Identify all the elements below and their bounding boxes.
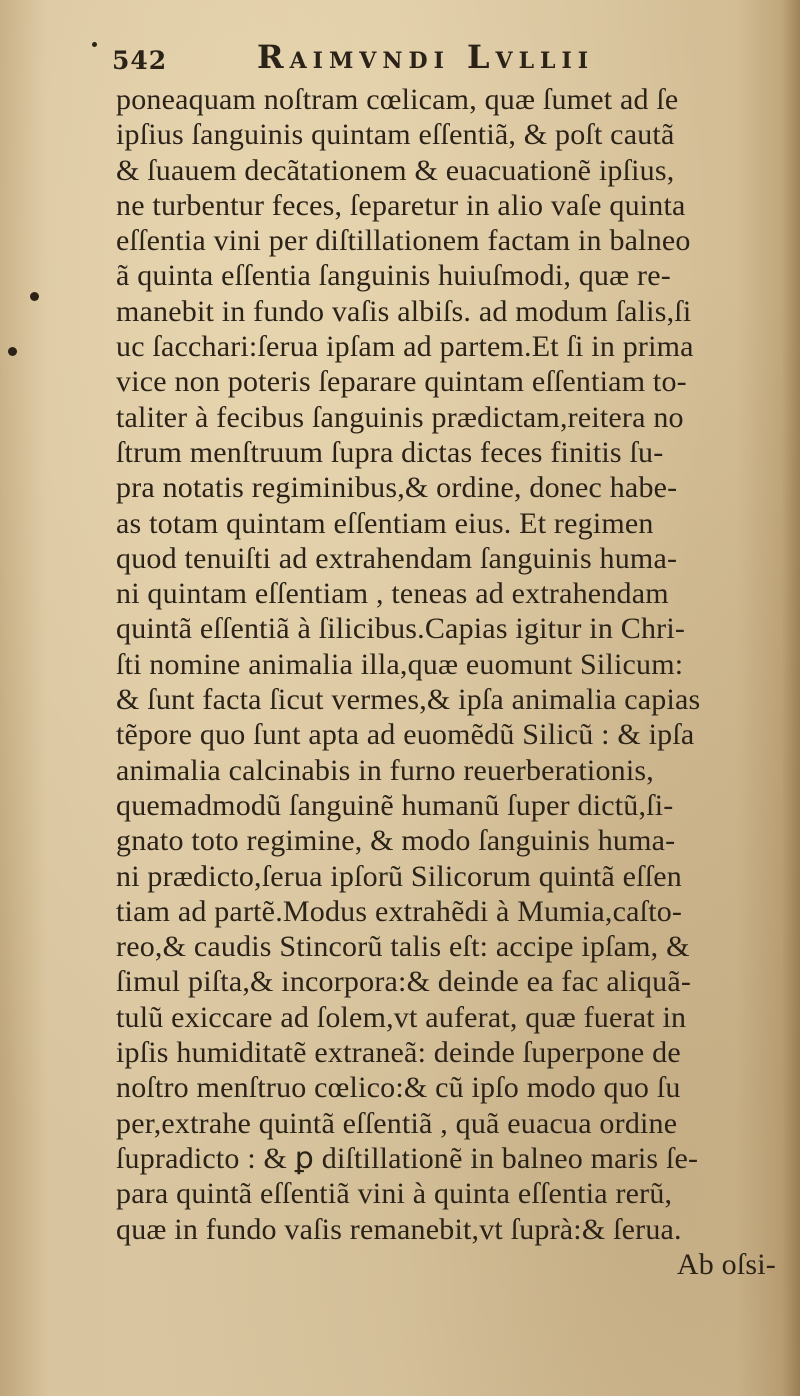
running-head [112, 38, 672, 84]
text-line: ipſius ſanguinis quintam eſſentiã, & poſt cautã [116, 118, 675, 152]
text-line: per,extrahe quintã eſſentiã , quã euacua ordine [116, 1106, 678, 1140]
ink-spot [8, 347, 17, 356]
text-line: quemadmodũ ſanguinẽ humanũ ſuper dictũ,ſi- [116, 788, 674, 822]
text-line: uc ſacchari:ſerua ipſam ad partem.Et ſi in prima [116, 330, 694, 364]
text-line: ni quintam eſſentiam , teneas ad extrahendam [116, 577, 669, 611]
text-line: quod tenuiſti ad extrahendam ſanguinis huma- [116, 541, 678, 575]
text-line: tulũ exiccare ad ſolem,vt auferat, quæ fuerat in [116, 1000, 687, 1034]
text-line: gnato toto regimine, & modo ſanguinis huma- [116, 824, 676, 858]
text-line: tẽpore quo ſunt apta ad euomẽdũ Silicũ : & ipſa [116, 718, 695, 752]
text-line: & ſuauem decãtationem & euacuationẽ ipſius, [116, 153, 675, 187]
text-line: ã quinta eſſentia ſanguinis huiuſmodi, quæ re- [116, 259, 671, 293]
text-line: para quintã eſſentiã vini à quinta eſſentia rerũ, [116, 1177, 673, 1211]
text-line: taliter à fecibus ſanguinis prædictam,reitera no [116, 400, 684, 434]
text-line: ne turbentur feces, ſeparetur in alio vaſe quinta [116, 188, 686, 222]
text-line: ſupradicto : & ꝑ diſtillationẽ in balneo maris ſe- [116, 1141, 699, 1175]
text-line: ipſis humiditatẽ extraneã: deinde ſuperpone de [116, 1036, 681, 1070]
text-line: poneaquam noſtram cœlicam, quæ ſumet ad ſe [116, 83, 679, 116]
catchword: Ab oſsi- [676, 1247, 776, 1281]
header-title: Raimvndi Lvllii [257, 38, 595, 76]
body-text [116, 82, 788, 1282]
text-line: as totam quintam eſſentiam eius. Et regimen [116, 506, 654, 540]
text-line: ſimul piſta,& incorpora:& deinde ea fac aliquã- [116, 965, 692, 999]
text-line: animalia calcinabis in furno reuerberationis, [116, 753, 654, 787]
text-line: quintã eſſentiã à ſilicibus.Capias igitur in Chri- [116, 612, 686, 646]
text-line: & ſunt facta ſicut vermes,& ipſa animalia capias [116, 683, 701, 717]
text-line: ſti nomine animalia illa,quæ euomunt Silicum: [116, 647, 684, 681]
text-line: reo,& caudis Stincorũ talis eſt: accipe ipſam, & [116, 930, 690, 964]
page-number: 542 [112, 46, 168, 75]
ink-spot [30, 292, 39, 301]
text-line: ſtrum menſtruum ſupra dictas feces finitis ſu- [116, 435, 664, 469]
text-line: manebit in fundo vaſis albiſs. ad modum ſalis,ſi [116, 294, 692, 328]
text-line: tiam ad partẽ.Modus extrahẽdi à Mumia,caſto- [116, 894, 683, 928]
ink-spot [92, 42, 97, 47]
text-line: pra notatis regiminibus,& ordine, donec habe- [116, 471, 678, 505]
text-line: vice non poteris ſeparare quintam eſſentiam to- [116, 365, 687, 399]
text-line: ni prædicto,ſerua ipſorũ Silicorum quintã eſſen [116, 859, 682, 893]
text-line: eſſentia vini per diſtillationem factam in balneo [116, 224, 691, 258]
text-line: noſtro menſtruo cœlico:& cũ ipſo modo quo ſu [116, 1071, 681, 1105]
text-line: quæ in fundo vaſis remanebit,vt ſuprà:& ſerua. [116, 1212, 682, 1246]
